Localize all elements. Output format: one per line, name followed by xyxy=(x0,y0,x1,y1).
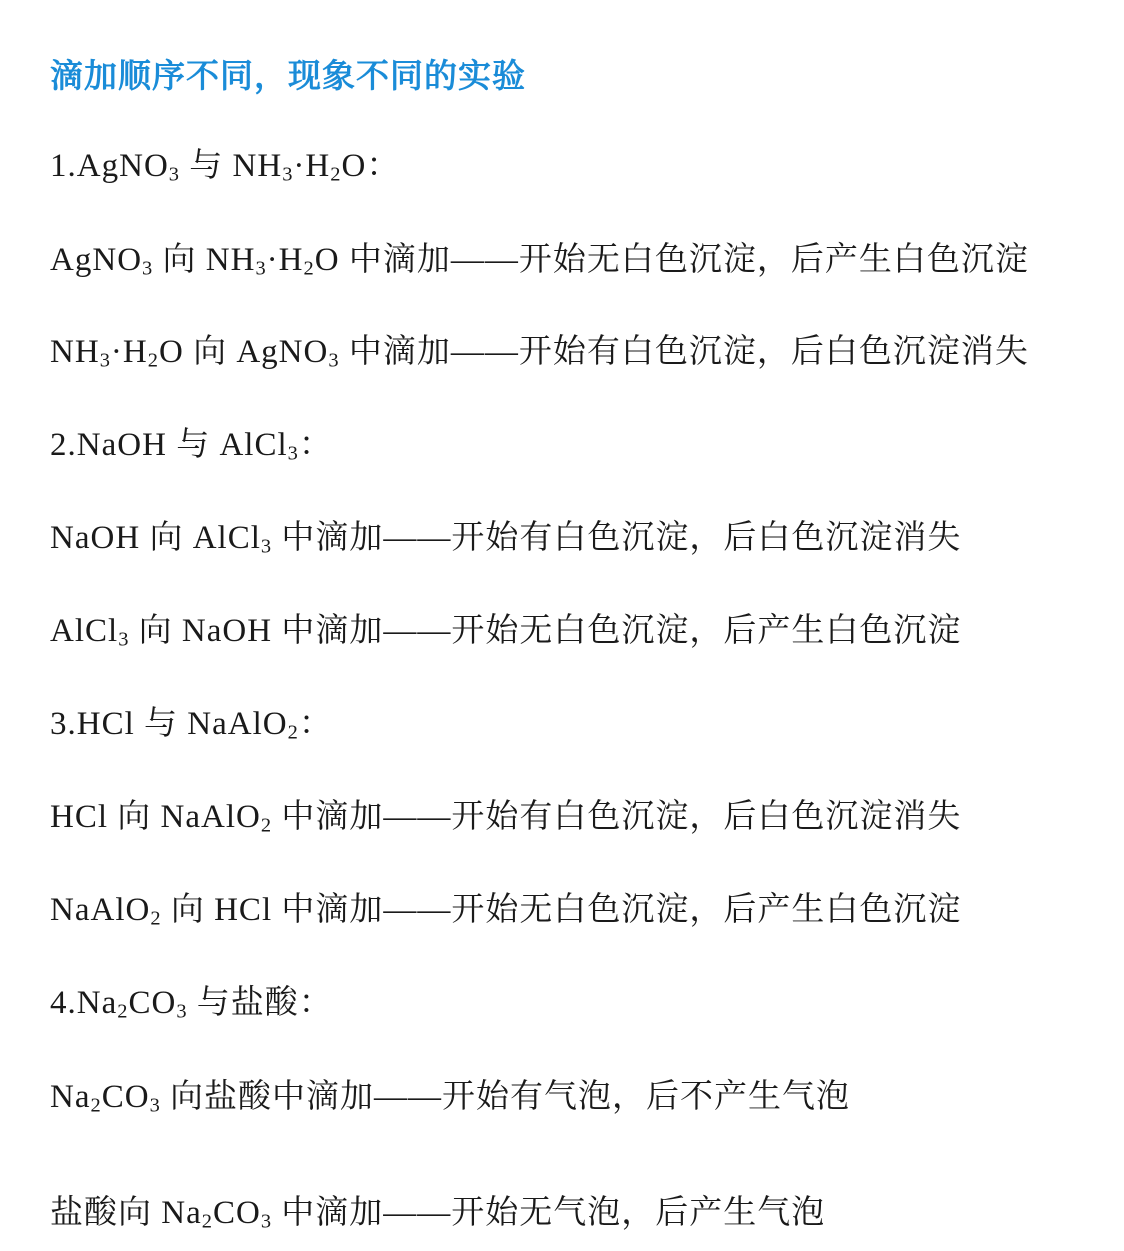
section-1-row-1: AgNO$_3$ 向 $NH_3\cdot H_2O$ 中滴加——开始无白色沉淀，后产生白色沉淀 xyxy=(50,242,1029,280)
section-2-row-2: AlCl$_3$ 向 NaOH 中滴加——开始无白色沉淀，后产生白色沉淀 xyxy=(50,613,962,651)
section-3-row-2: NaAlO$_2$ 向 HCl 中滴加——开始无白色沉淀，后产生白色沉淀 xyxy=(50,892,962,930)
section-4-row-2: 盐酸向 $Na_2CO_3$ 中滴加——开始无气泡，后产生气泡 xyxy=(50,1195,826,1233)
section-2-row-1: NaOH 向 AlCl$_3$ 中滴加——开始有白色沉淀，后白色沉淀消失 xyxy=(50,520,962,558)
section-4-row-1: $Na_2CO_3$ 向盐酸中滴加——开始有气泡，后不产生气泡 xyxy=(50,1079,851,1117)
page-title: 滴加顺序不同，现象不同的实验 xyxy=(50,56,526,95)
section-1-row-2: $NH_3\cdot H_2O$ 向 AgNO$_3$ 中滴加——开始有白色沉淀，后白色沉淀消失 xyxy=(50,334,1029,372)
section-1-heading: 1.AgNO$_3$ 与 $NH_3\cdot H_2O$： xyxy=(50,148,401,186)
section-3-row-1: HCl 向 NaAlO$_2$ 中滴加——开始有白色沉淀，后白色沉淀消失 xyxy=(50,799,962,837)
section-4-heading: $4.Na_2CO_3$ 与盐酸： xyxy=(50,985,333,1023)
section-2-heading: 2.NaOH 与 AlCl$_3$： xyxy=(50,427,333,465)
section-3-heading: 3.HCl 与 NaAlO$_2$： xyxy=(50,706,333,744)
